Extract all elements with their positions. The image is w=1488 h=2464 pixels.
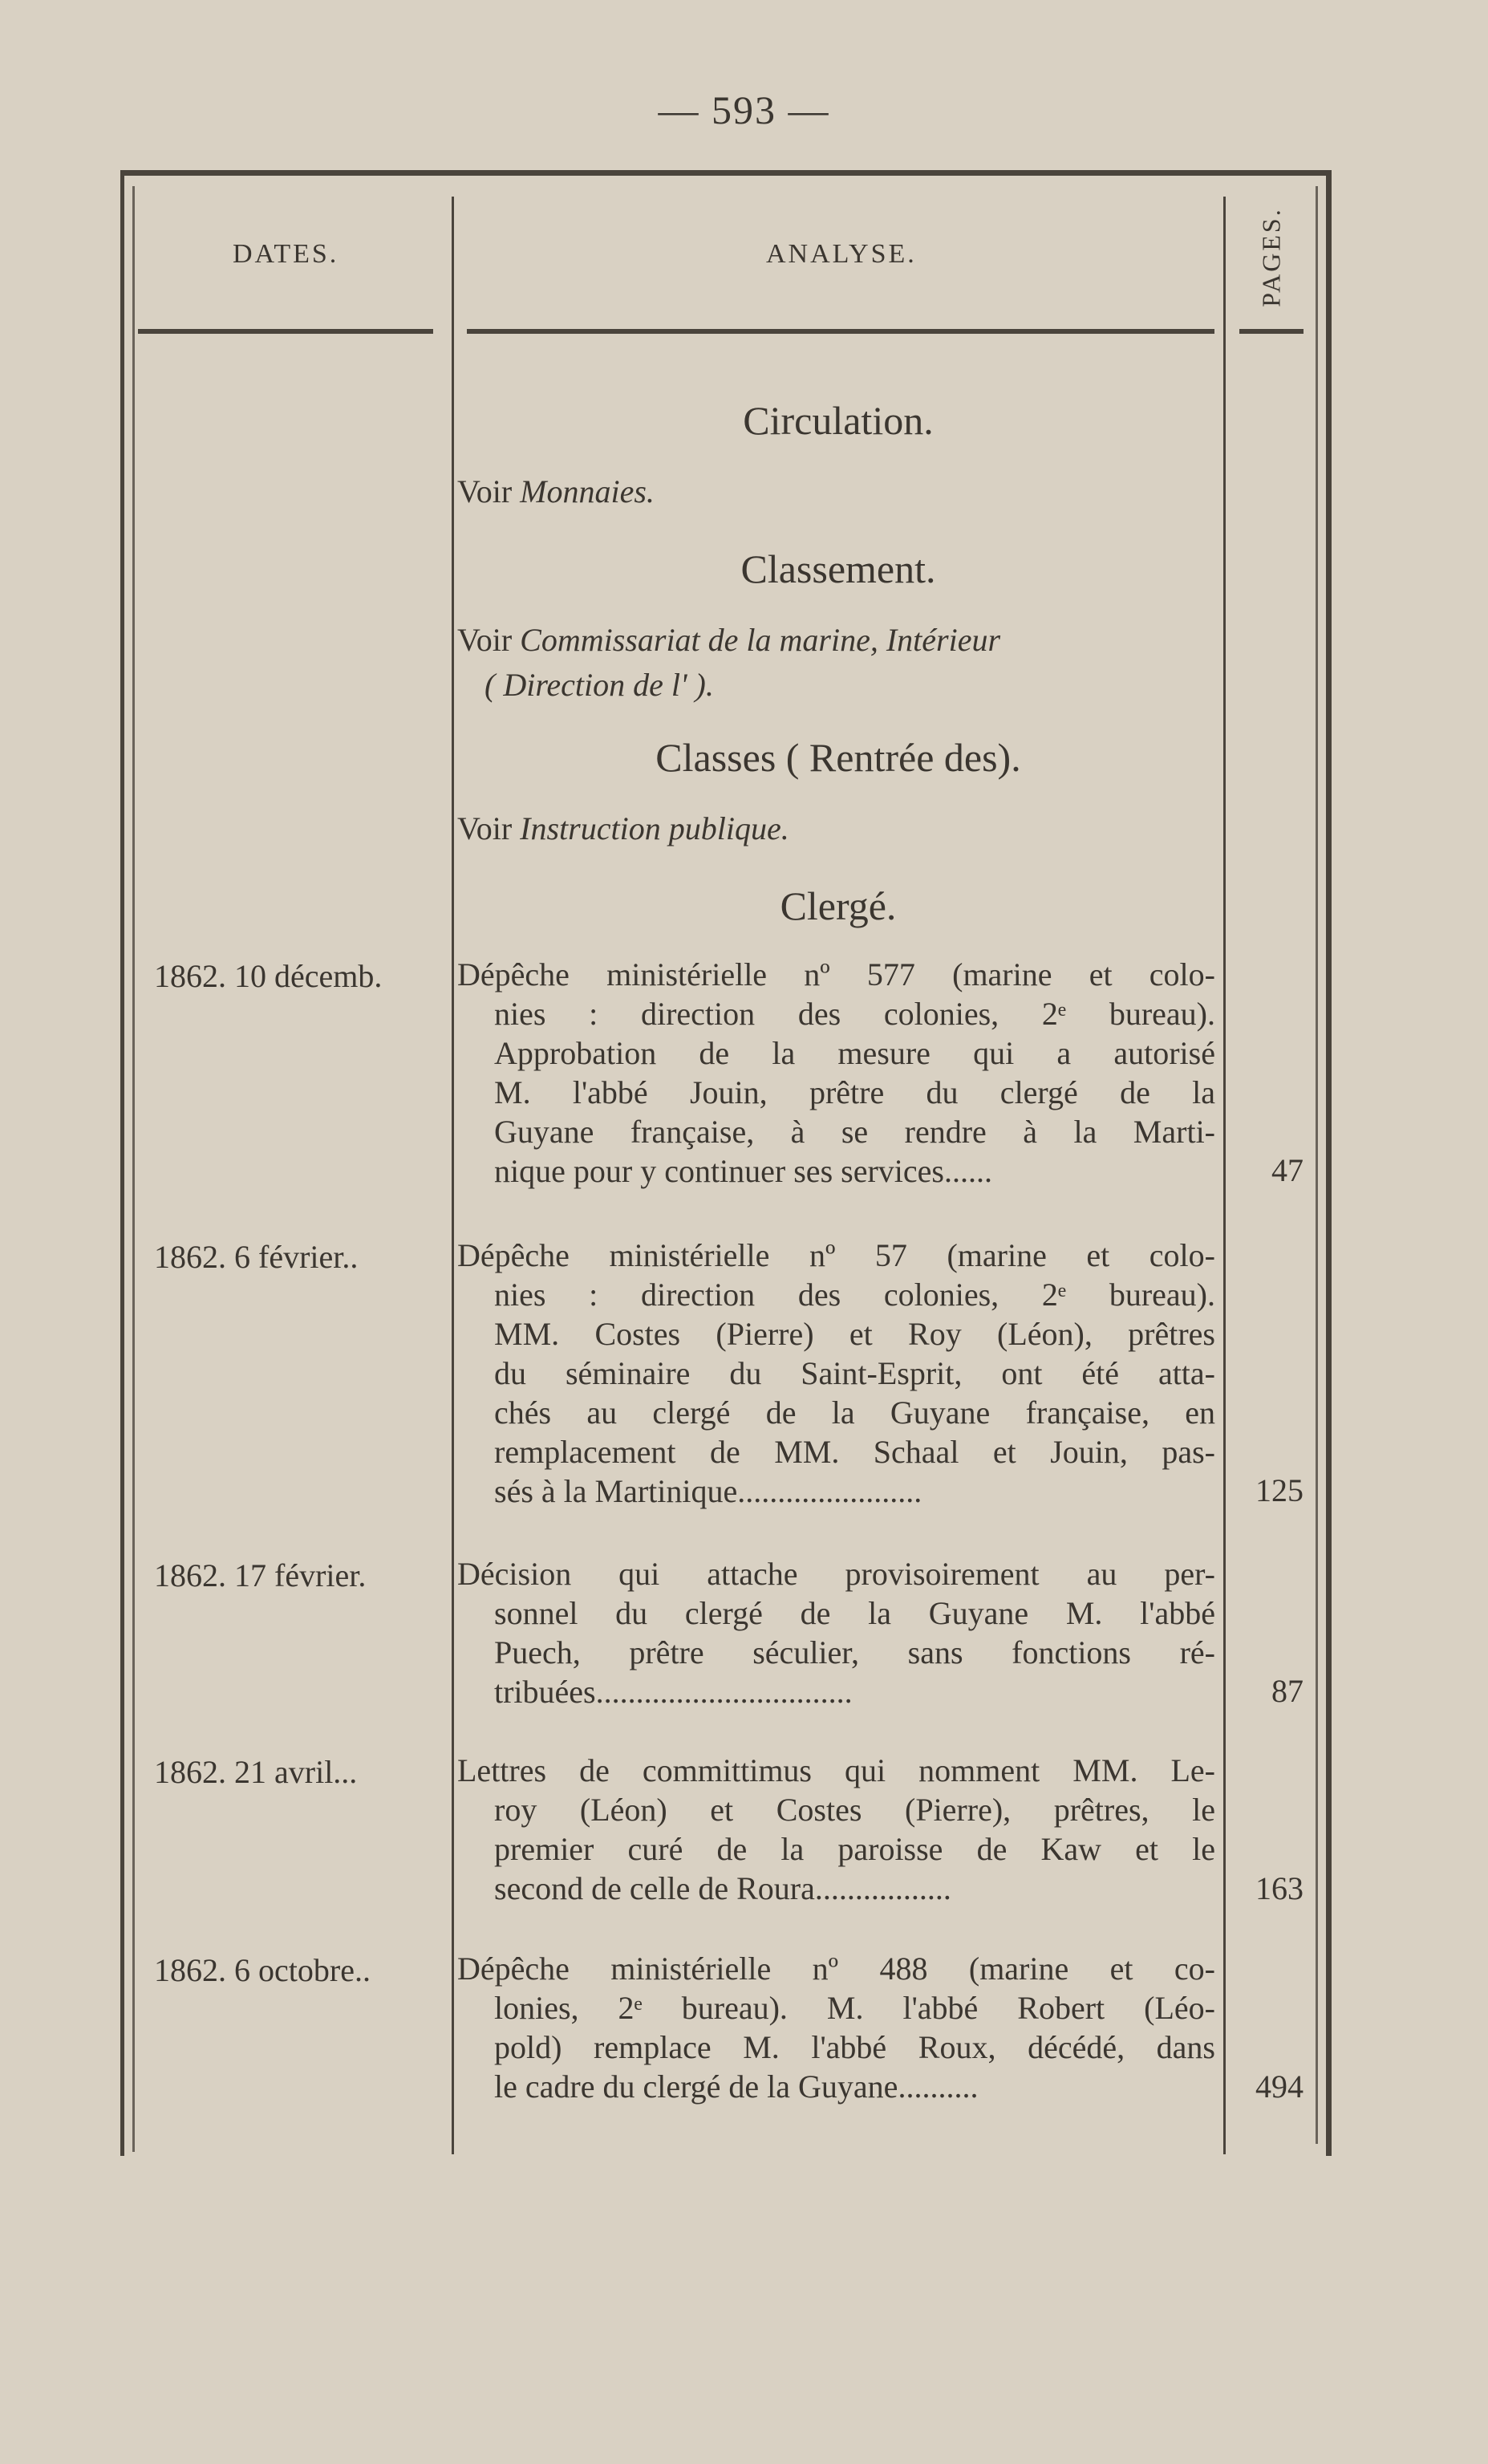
entry-line: nies : direction des colonies, 2ᵉ bureau).	[494, 1277, 1215, 1313]
entry-line: Dépêche ministérielle nº 488 (marine et co-	[457, 1950, 1215, 1987]
entry-line: remplacement de MM. Schaal et Jouin, pas-	[494, 1434, 1215, 1470]
see-prefix: Voir	[457, 473, 513, 509]
entry-date: 1862. 10 décemb.	[154, 958, 383, 994]
entry-line: second de celle de Roura.................	[494, 1870, 951, 1906]
entry-line: pold) remplace M. l'abbé Roux, décédé, dans	[494, 2029, 1215, 2065]
entry-line: roy (Léon) et Costes (Pierre), prêtres, le	[494, 1792, 1215, 1828]
see-prefix: Voir	[457, 622, 513, 658]
entry-line: du séminaire du Saint-Esprit, ont été atta-	[494, 1355, 1215, 1391]
entry-analysis	[457, 1236, 1215, 1511]
frame-inner-rule-right	[1316, 186, 1318, 2144]
column-header-analyse: ANALYSE.	[766, 239, 917, 269]
header-rule-dates	[138, 329, 433, 334]
column-header-pages	[1247, 185, 1295, 329]
column-header-pages-label: PAGES.	[1256, 206, 1286, 307]
entry-date: 1862. 17 février.	[154, 1557, 367, 1593]
section-title-classes: Classes ( Rentrée des).	[655, 735, 1021, 780]
see-target: Commissariat de la marine, Intérieur	[520, 622, 1001, 658]
entry-line: le cadre du clergé de la Guyane..........	[494, 2068, 979, 2105]
entry-page: 87	[1271, 1673, 1304, 1709]
see-prefix: Voir	[457, 810, 513, 846]
entry-page: 125	[1255, 1472, 1304, 1508]
entry-line: lonies, 2ᵉ bureau). M. l'abbé Robert (Léo-	[494, 1990, 1215, 2026]
entry-line: Puech, prêtre séculier, sans fonctions ré-	[494, 1634, 1215, 1670]
entry-page: 163	[1255, 1870, 1304, 1906]
entry-page: 47	[1271, 1152, 1304, 1188]
entry-line: Décision qui attache provisoirement au per-	[457, 1556, 1215, 1592]
entry-page: 494	[1255, 2068, 1304, 2105]
see-target-continued: ( Direction de l' ).	[485, 667, 714, 703]
header-rule-pages	[1239, 329, 1304, 334]
entry-line: sés à la Martinique.......................	[494, 1473, 922, 1509]
entry-line: sonnel du clergé de la Guyane M. l'abbé	[494, 1595, 1215, 1631]
section-title-clerge: Clergé.	[780, 883, 897, 928]
entry-line: Dépêche ministérielle nº 57 (marine et colo-	[457, 1237, 1215, 1273]
entry-analysis	[457, 955, 1215, 1191]
header-rule-analyse	[467, 329, 1214, 334]
entry-line: Dépêche ministérielle nº 577 (marine et colo-	[457, 956, 1215, 993]
section-title-classement: Classement.	[740, 546, 936, 591]
entry-analysis	[457, 1949, 1215, 2106]
entry-date: 1862. 21 avril...	[154, 1754, 358, 1790]
entry-date: 1862. 6 octobre..	[154, 1952, 371, 1988]
entry-date: 1862. 6 février..	[154, 1239, 359, 1275]
column-header-dates: DATES.	[233, 239, 339, 269]
column-rule-dates	[452, 197, 454, 2154]
see-reference-circulation	[457, 469, 1227, 514]
entry-line: Guyane française, à se rendre à la Marti-	[494, 1114, 1215, 1150]
entry-line: nique pour y continuer ses services......	[494, 1153, 992, 1189]
see-target: Instruction publique.	[520, 810, 789, 846]
entry-line: M. l'abbé Jouin, prêtre du clergé de la	[494, 1074, 1215, 1110]
entry-analysis	[457, 1554, 1215, 1711]
entry-line: MM. Costes (Pierre) et Roy (Léon), prêtres	[494, 1316, 1215, 1352]
entry-line: tribuées................................	[494, 1674, 853, 1710]
entry-line: premier curé de la paroisse de Kaw et le	[494, 1831, 1215, 1867]
page-number: — 593 —	[658, 87, 830, 132]
entry-line: nies : direction des colonies, 2ᵉ bureau).	[494, 996, 1215, 1032]
frame-inner-rule-left	[132, 186, 135, 2152]
entry-analysis	[457, 1751, 1215, 1908]
section-title-circulation: Circulation.	[743, 398, 934, 443]
see-reference-classes	[457, 806, 1227, 851]
entry-line: chés au clergé de la Guyane française, en	[494, 1394, 1215, 1431]
entry-line: Lettres de committimus qui nomment MM. Le-	[457, 1752, 1215, 1788]
see-target: Monnaies.	[520, 473, 655, 509]
entry-line: Approbation de la mesure qui a autorisé	[494, 1035, 1215, 1071]
see-reference-classement	[457, 618, 1227, 708]
